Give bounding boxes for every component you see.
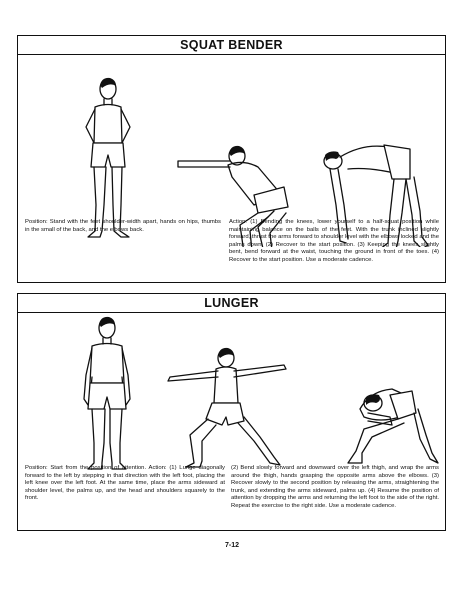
lunging-figure (168, 348, 286, 467)
panel-title: LUNGER (18, 294, 445, 313)
squat-bender-panel (17, 35, 446, 283)
lunger-illustration (18, 313, 444, 475)
lunger-panel (17, 293, 446, 531)
action-text: Action: (1) Bending the knees, lower yourself to a half-squat position while maintaining balance on the balls of the feet. With the trunk inclined slightly forward, thrust the arms forward to shoulder level with the elbows locked and the palms down. (2) Recover to the start position. (3) Keeping the knees slightly bent, bend forward at the waist, touching the ground in front of the toes. (4) Recover to the start position. Use a moderate cadence. (229, 219, 439, 263)
position-text: Position: Stand with the feet shoulder-width apart, hands on hips, thumbs in the small of the back, and the elbows back. (25, 219, 221, 233)
attention-figure (84, 317, 130, 469)
panel-title: SQUAT BENDER (18, 36, 445, 55)
action-steps-text: (2) Bend slowly forward and downward over the left thigh, and wrap the arms around the thigh, hands grasping the opposite arms above the elbows. (3) Recover slowly to the second position by releasing the arms, straightening the trunk, and extending the arms sideward, palms up. (4) Resume the position of attention by dropping the arms and returning the left foot to the side of the right. Repeat the exercise to the right side. Use a moderate cadence. (231, 465, 439, 509)
standing-figure (86, 78, 130, 237)
page-number: 7-12 (224, 542, 239, 549)
bending-lunge-figure (348, 389, 438, 463)
position-action-text: Position: Start from the position of attention. Action: (1) Lunge diagonally forward to the left by stepping in that direction with the left foot, placing the left knee over the left foot. At the same time, place the arms sideward at shoulder level, the palms up, and the head and shoulders squarely to the front. (25, 465, 225, 502)
